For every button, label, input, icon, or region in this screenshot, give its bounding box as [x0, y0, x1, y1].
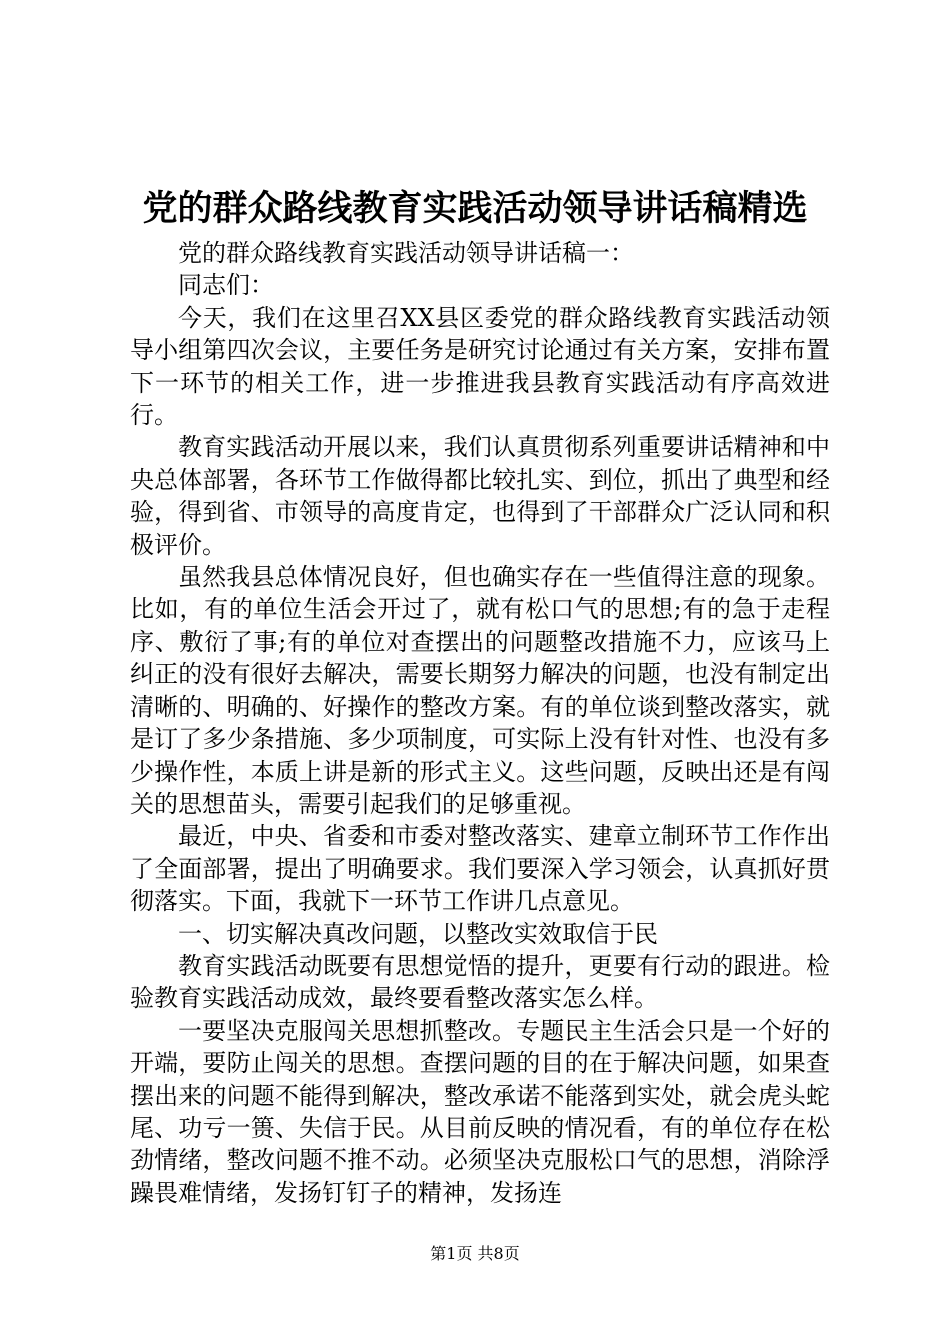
- paragraph: 一要坚决克服闯关思想抓整改。专题民主生活会只是一个好的开端，要防止闯关的思想。查摆问题的目的在于解决问题，如果查摆出来的问题不能得到解决，整改承诺不能落到实处，就会虎头蛇尾、功亏一篑、失信于民。从目前反映的情况看，有的单位存在松劲情绪，整改问题不推不动。必须坚决克服松口气的思想，消除浮躁畏难情绪，发扬钉钉子的精神，发扬连: [130, 1016, 830, 1207]
- paragraph-salutation: 同志们：: [178, 271, 274, 300]
- paragraph-subtitle: 党的群众路线教育实践活动领导讲话稿一：: [178, 239, 634, 267]
- paragraph: 教育实践活动开展以来，我们认真贯彻系列重要讲话精神和中央总体部署，各环节工作做得都比较扎实、到位，抓出了典型和经验，得到省、市领导的高度肯定，也得到了干部群众广泛认同和积极评价。: [130, 433, 830, 559]
- paragraph: 今天，我们在这里召XX县区委党的群众路线教育实践活动领导小组第四次会议，主要任务是研究讨论通过有关方案，安排布置下一环节的相关工作，进一步推进我县教育实践活动有序高效进行。: [130, 303, 830, 430]
- paragraph: 教育实践活动既要有思想觉悟的提升，更要有行动的跟进。检验教育实践活动成效，最终要看整改落实怎么样。: [130, 951, 830, 1013]
- paragraph: 最近，中央、省委和市委对整改落实、建章立制环节工作作出了全面部署，提出了明确要求。我们要深入学习领会，认真抓好贯彻落实。下面，我就下一环节工作讲几点意见。: [130, 822, 830, 916]
- document-title: 党的群众路线教育实践活动领导讲话稿精选: [142, 189, 808, 229]
- document-body: [130, 237, 830, 1209]
- page-number-footer: 第1页 共8页: [430, 1244, 520, 1263]
- section-heading: 一、切实解决真改问题，以整改实效取信于民: [178, 919, 658, 948]
- paragraph: 虽然我县总体情况良好，但也确实存在一些值得注意的现象。比如，有的单位生活会开过了，就有松口气的思想;有的急于走程序、敷衍了事;有的单位对查摆出的问题整改措施不力，应该马上纠正的没有很好去解决，需要长期努力解决的问题，也没有制定出清晰的、明确的、好操作的整改方案。有的单位谈到整改落实，就是订了多少条措施、多少项制度，可实际上没有针对性、也没有多少操作性，本质上讲是新的形式主义。这些问题，反映出还是有闯关的思想苗头，需要引起我们的足够重视。: [130, 563, 830, 818]
